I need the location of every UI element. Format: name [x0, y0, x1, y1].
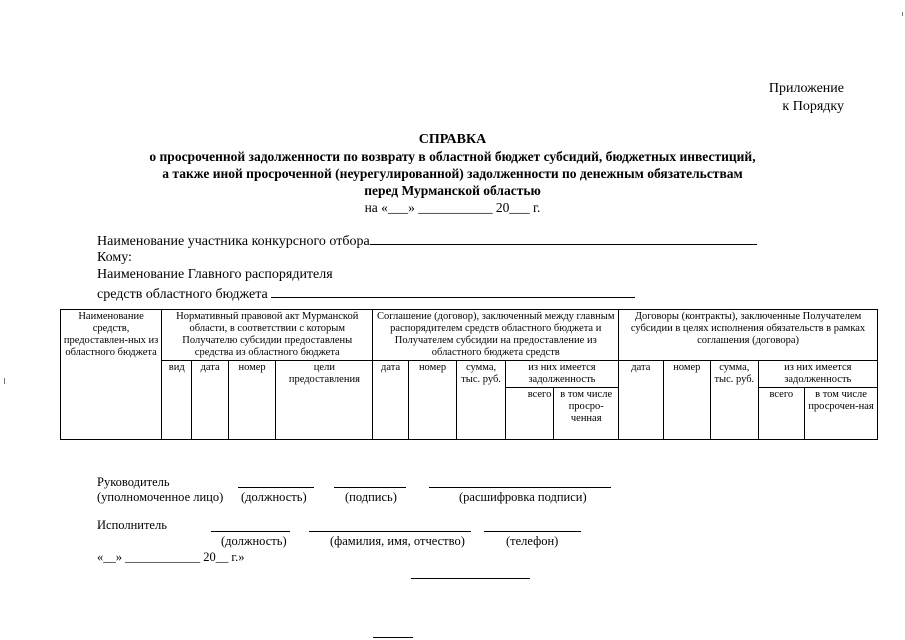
title-date-line: на «___» ___________ 20___ г. [364, 200, 541, 215]
header-agr-number: номер [408, 361, 457, 440]
header-agr-debt-total: всего [505, 388, 554, 440]
header-name: Наименование средств, предоставлен-ных из областного бюджета [61, 310, 162, 440]
executor-position-blank[interactable] [211, 531, 290, 532]
head-position-caption: (должность) [241, 490, 307, 504]
appendix-line-2: к Порядку [782, 99, 844, 114]
header-agr-debt-overdue: в том числе просро-ченная [554, 388, 619, 440]
scan-corner-mark [902, 12, 903, 16]
participant-row [97, 231, 757, 249]
debt-table [60, 309, 878, 440]
header-con-number: номер [663, 361, 711, 440]
participant-label: Наименование участника конкурсного отбора [97, 234, 370, 249]
header-agr-debt: из них имеется задолженность [505, 361, 618, 388]
header-con-sum: сумма, тыс. руб. [711, 361, 759, 440]
to-row [97, 249, 757, 267]
header-con-debt-total: всего [758, 388, 805, 440]
executor-fio-blank[interactable] [309, 531, 471, 532]
head-signature-caption: (подпись) [345, 490, 397, 504]
head-label-1: Руководитель [97, 475, 170, 489]
header-con-date: дата [619, 361, 663, 440]
executor-phone-blank[interactable] [484, 531, 581, 532]
header-con-debt: из них имеется задолженность [758, 361, 877, 388]
table-header-row-1 [61, 310, 878, 361]
gpb-row-1 [97, 266, 757, 284]
document-title [0, 131, 905, 216]
header-act-date: дата [192, 361, 228, 440]
scan-edge-mark [4, 378, 5, 384]
page-bottom-mark [373, 637, 413, 638]
header-legal-act: Нормативный правовой акт Мурманской области, в соответствии с которым Получателю субсидии предоставлены средства из областного бюджета [162, 310, 373, 361]
title-line-2: а также иной просроченной (неурегулированной) задолженности по денежным обязательствам [162, 166, 743, 181]
header-contracts: Договоры (контракты), заключенные Получателем субсидии в целях исполнения обязательств в рамках соглашения (договора) [619, 310, 878, 361]
header-agr-sum: сумма, тыс. руб. [457, 361, 506, 440]
head-signature-blank[interactable] [334, 487, 406, 488]
to-label: Кому: [97, 249, 132, 265]
head-decoding-caption: (расшифровка подписи) [459, 490, 587, 504]
title-line-1: о просроченной задолженности по возврату в областной бюджет субсидий, бюджетных инвестиций, [149, 149, 756, 164]
head-position-blank[interactable] [238, 487, 314, 488]
head-label-2: (уполномоченное лицо) [97, 490, 224, 504]
header-con-debt-overdue: в том числе просрочен-ная [805, 388, 878, 440]
gpb-label-1: Наименование Главного распорядителя [97, 267, 333, 282]
header-fields [97, 231, 757, 301]
end-separator-line [411, 578, 530, 579]
header-act-kind: вид [162, 361, 192, 440]
participant-blank[interactable] [370, 231, 757, 245]
head-decoding-blank[interactable] [429, 487, 611, 488]
gpb-label-2: средств областного бюджета [97, 286, 268, 302]
executor-label: Исполнитель [97, 518, 167, 532]
header-agreement: Соглашение (договор), заключенный между главным распорядителем средств областного бюджета и Получателем субсидии на предоставление из областного бюджета средств [373, 310, 619, 361]
executor-fio-caption: (фамилия, имя, отчество) [330, 534, 465, 548]
title-line-3: перед Мурманской областью [364, 183, 541, 198]
appendix-line-1: Приложение [768, 81, 844, 96]
gpb-blank[interactable] [271, 284, 635, 298]
appendix-note [769, 80, 844, 116]
header-agr-date: дата [373, 361, 408, 440]
title-main: СПРАВКА [418, 132, 487, 147]
header-act-purpose: цели предоставления [276, 361, 373, 440]
gpb-row-2 [97, 284, 757, 302]
header-act-number: номер [228, 361, 276, 440]
table-header-row-2 [61, 361, 878, 388]
date-line: «__» ____________ 20__ г.» [97, 550, 245, 564]
executor-phone-caption: (телефон) [506, 534, 559, 548]
executor-position-caption: (должность) [221, 534, 287, 548]
